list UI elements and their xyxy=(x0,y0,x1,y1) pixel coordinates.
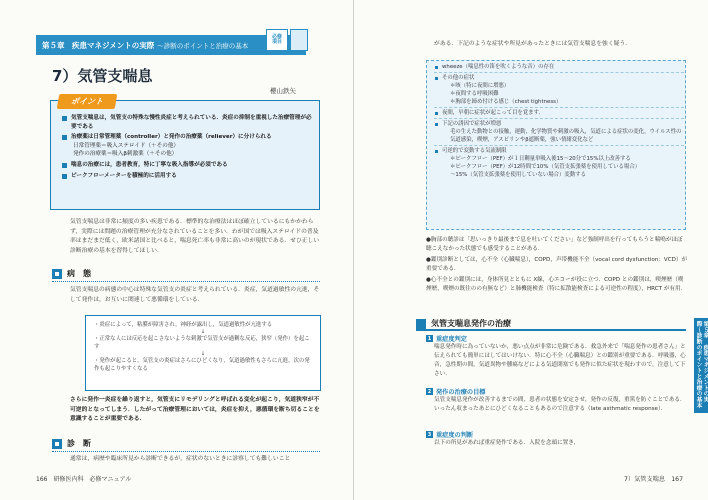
bullet-icon xyxy=(435,112,438,115)
flow-line: ・炎症によって，粘膜が障害され，神経が露出し，気道過敏性が亢進する xyxy=(94,322,273,328)
number-badge: 3 xyxy=(427,431,432,438)
bullet-icon xyxy=(435,77,438,80)
flow-line: ・発作が起こると，気管支の炎症はさらにひどくなり，気道過敏性もさらに亢進，次の発作も起こりやすくなる xyxy=(94,358,310,372)
severity-judgement-paragraph: 以下の所見があれば重症発作である．入院を念頭に置き， xyxy=(434,440,580,446)
section-rule xyxy=(52,451,320,452)
symptom-row: 夜間，早朝に症状が起こって目を覚ます． xyxy=(434,109,684,117)
intro-paragraph: 気管支喘息は非常に頻度の多い疾患である．標準的な治療法はほぼ確立しているにもかかわらず，実際には問題の治療管理が充分なされていることを多い．わが国では吸入ステロイドの普及率はまだまだ低く，欧米諸国と比べると，喘息死亡率も非常に高いのが現状である．せひ正しい診断治療の基本を習得してほしい． xyxy=(70,219,320,254)
chapter-sub: ～診断のポイントと治療の基本 xyxy=(157,41,249,50)
bullet-icon xyxy=(435,123,438,126)
symptom-row: その他の症状 xyxy=(434,74,684,82)
number-badge: 2 xyxy=(427,388,432,395)
pathology-flow-box xyxy=(85,315,321,391)
bullet-icon xyxy=(435,66,438,69)
bullet-icon xyxy=(435,150,438,153)
author: 櫻山鉄矢 xyxy=(270,87,296,95)
symptom-sub: ～15%（気管支拡張薬を使用していない場合）変動する xyxy=(450,172,586,178)
divider xyxy=(434,145,684,146)
section-heading-pathology: 病 態 xyxy=(52,268,91,279)
square-bullet-icon xyxy=(62,116,67,121)
divider xyxy=(434,107,684,108)
left-footer: 166 研修医内科 必修マニュアル xyxy=(36,476,132,483)
symptom-row: wheeze（喘息性の笛を吹くような音）の存在 xyxy=(434,63,684,71)
note-heart-failure: ●心不全との鑑別には，身体所見とともに X線，心エコーが役に立つ．COPD との鑑別は，喫煙歴（喫煙歴，喫煙の既往のの有無など）と肺機能検査（特に拡散能検査による可逆性の程度），HRCT が有用． xyxy=(426,277,687,292)
section-rule xyxy=(52,281,320,282)
right-footer: 7）気管支喘息 167 xyxy=(624,476,684,483)
point-tag: ポイント xyxy=(57,94,118,109)
symptom-sub: ＊胸部を締め付ける感じ（chest tightness） xyxy=(450,99,562,105)
point-list xyxy=(62,114,314,182)
page-title: 7）気管支喘息 xyxy=(52,67,153,85)
subheading-2: 2 発作の治療の目標 xyxy=(427,388,486,396)
symptom-row: 可逆的で変動する気流制限 xyxy=(434,147,684,155)
point-item: 気管支喘息は，気管支の特殊な慢性炎症と考えられている．炎症の抑制を重視した治療管理が必要である xyxy=(62,114,314,131)
pathology-paragraph: 気管支喘息の病態の中心は特殊な気管支の炎症と考えられている．炎症，気道過敏性の亢進，そして発作は，お互いに関連して悪循環をしている． xyxy=(70,287,320,303)
essential-badge: 必修 項目 xyxy=(266,29,288,51)
divider xyxy=(434,72,684,73)
symptom-sub: ＊咳（特に夜間に増悪） xyxy=(450,83,510,89)
note-auscultation: ●胸部の聴診は「思いっきり最後まで息を吐いてください」など強制呼出を行ってもらうと喘鳴がほぼ聴こえなかった状態でも感受することがある． xyxy=(426,237,683,252)
point-item: 喘息の治療には，患者教育，特に丁寧な吸入指導が必須である xyxy=(62,161,314,170)
top-paragraph: がある．下記のような症状や所見があったときには気管支喘息を強く疑う． xyxy=(434,41,632,47)
section-heading-diagnosis: 診 断 xyxy=(52,438,91,449)
square-bullet-icon xyxy=(62,135,67,140)
chapter-label: 第５章 疾患マネジメントの実際 xyxy=(42,40,155,50)
point-item: 治療薬は日常管理薬（controller）と発作の治療薬（reliever）に分けられる 日常管理薬＝吸入ステロイド（＋その他） 発作の治療薬＝吸入β刺激薬（＋その他） xyxy=(62,133,314,159)
section-marker-icon xyxy=(52,439,62,449)
severity-paragraph: 喘息発作時に為っていないか，悪い点点が非常に危険である．救急外来で「喘息発作の患者さん」と伝えられても簡単にはしてはいけない．特に心不全（心臓喘息）との鑑別が重要である．呼吸器，心音，急性期の間，気道異物や腫瘍などによる気道閉塞でも発作に似た症状を現わすので，注意して下さい． xyxy=(434,344,686,377)
point-item: ピークフローメーターを積極的に活用する xyxy=(62,172,314,181)
subheading-1: 1 重症度判定 xyxy=(427,335,467,343)
down-arrow-icon: ↓ xyxy=(200,351,206,357)
essential-badge-icon xyxy=(290,29,308,51)
note-differential: ●鑑別診断としては，心不全（心臓喘息），COPD，声帯機能不全（vocal cord dysfunction：VCD）が重要である． xyxy=(426,257,688,272)
symptom-sub: 毛の生えた動物との接触，運動，化学物質や刺激の吸入，気道による症状の変化，ウイルス性の気道感染，喫煙，アスピリンやβ遮断薬，強い情緒変化など xyxy=(450,129,682,143)
goal-paragraph: 気管支喘息発作が改善するまでの間，患者の状態を安定させ，発作の反復，重篤を防ぐことである．いったん収まったあとにひどくなることもあるので注意する（late asthmatic response）． xyxy=(434,397,686,412)
symptom-row: 下記の誘因で症状が増悪 xyxy=(434,120,684,128)
point-sub-line: 日常管理薬＝吸入ステロイド（＋その他） xyxy=(73,142,180,149)
divider xyxy=(434,118,684,119)
subheading-3: 3 重症度の判断 xyxy=(427,431,474,439)
symptom-sub: ＊ピークフロー（PEF）が12時間で10%（気管支拡張薬を使用している場合） xyxy=(450,164,641,170)
down-arrow-icon: ↓ xyxy=(200,329,206,335)
point-sub-line: 発作の治療薬＝吸入β刺激薬（＋その他） xyxy=(73,151,178,158)
section-marker-icon xyxy=(416,319,426,329)
symptom-sub: ＊夜間する呼吸困難 xyxy=(450,91,499,97)
number-badge: 1 xyxy=(427,335,432,342)
section-heading-attack-treatment: 気管支喘息発作の治療 xyxy=(416,318,686,331)
symptom-list xyxy=(434,63,684,179)
chapter-side-tab: 第５章 疾患マネジメントの実際〜診断のポイントと治療の基本 xyxy=(694,318,708,413)
flow-line: ・正常な人には反応を起こさないような刺激で気管支が過剰な反応，狭窄（発作）を起こす xyxy=(94,336,310,350)
section-marker-icon xyxy=(52,269,62,279)
right-page xyxy=(354,0,708,500)
diagnosis-paragraph: 通常は，病歴や臨床所見から診断できるが，症状のないときに診察しても難しいこと xyxy=(70,456,291,462)
remodeling-paragraph: さらに発作一炎症を繰り返すと，気管支にリモデリングと呼ばれる変化が起こり，気道狭窄が不可逆的となってしまう．したがって治療管理においては，炎症を抑え，悪循環を断ち切ることを意識することが重要である． xyxy=(70,397,320,422)
square-bullet-icon xyxy=(62,174,67,179)
square-bullet-icon xyxy=(62,163,67,168)
symptom-sub: ＊ピークフロー（PEF）が１日剰量単吸入後15～20分で15%以上改善する xyxy=(450,156,631,162)
